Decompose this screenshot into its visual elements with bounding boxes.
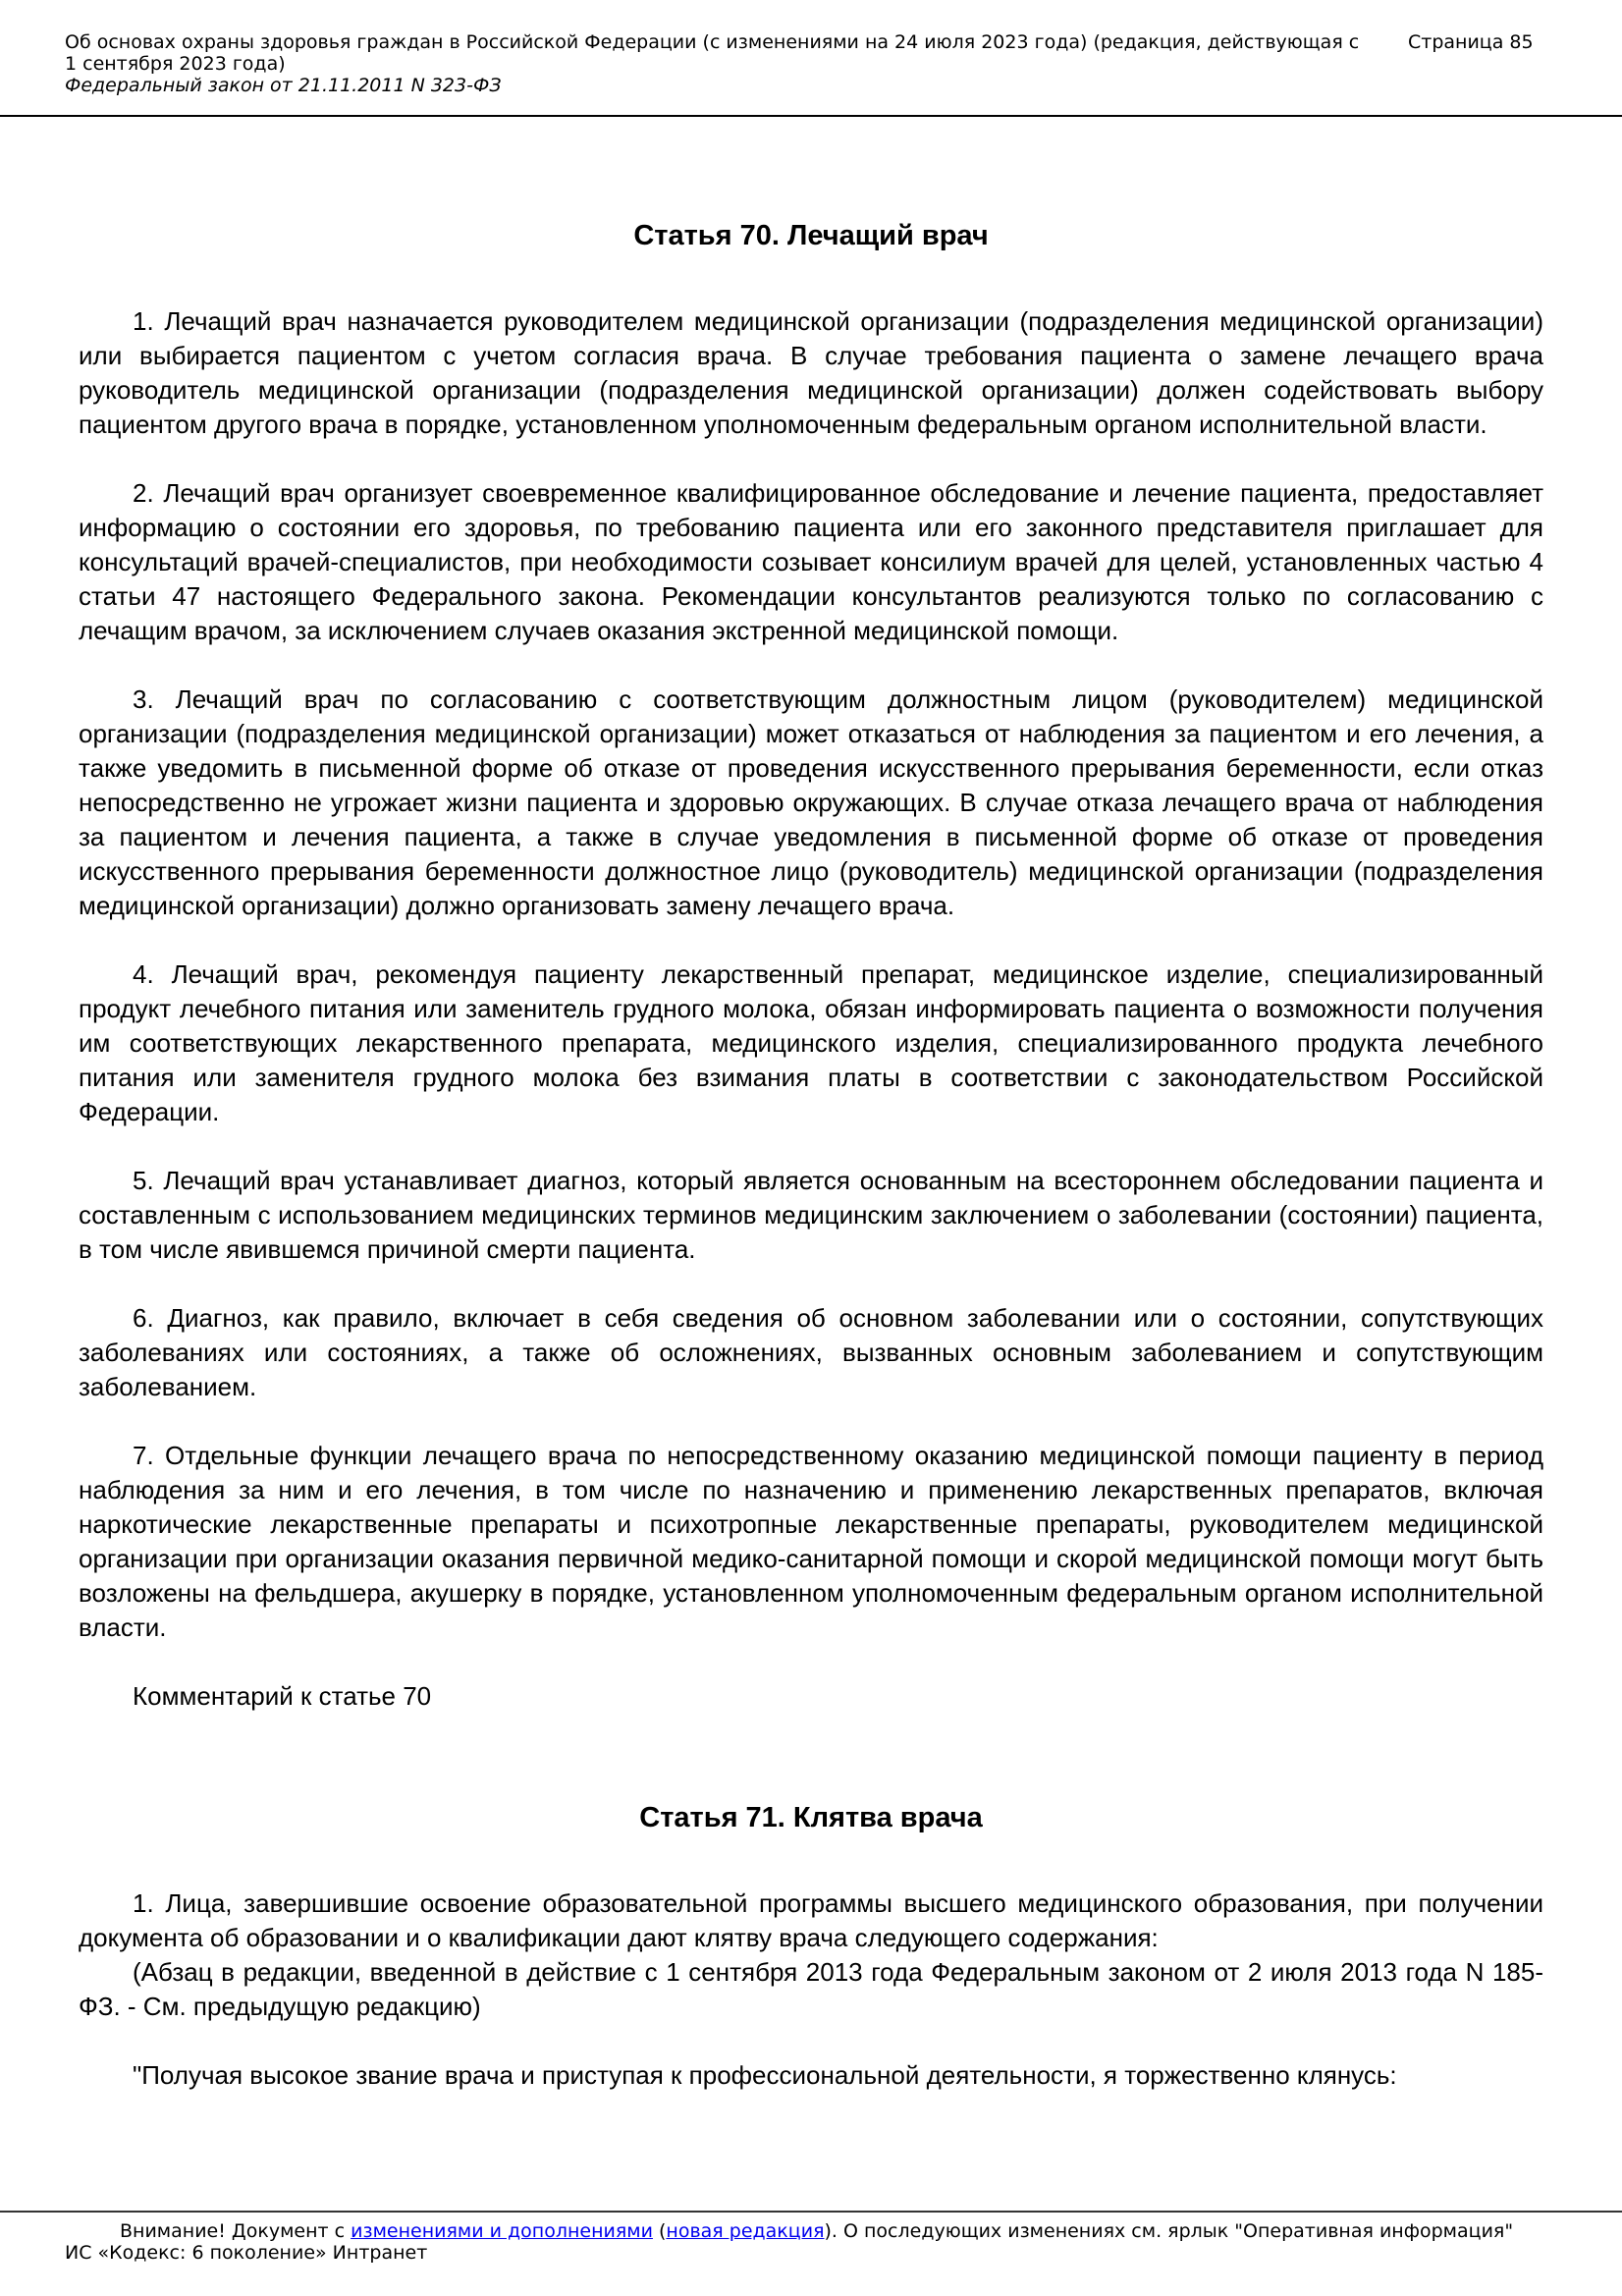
article-paragraph: 6. Диагноз, как правило, включает в себя сведения об основном заболевании или о состоянии, сопутствующих заболеваниях или состояниях, а также об осложнениях, вызванных основным заболеванием и сопутствующим заболеванием.: [79, 1303, 1543, 1401]
header-divider: [0, 115, 1622, 117]
article-comment-link[interactable]: Комментарий к статье 70: [133, 1681, 432, 1711]
page-footer: [65, 2220, 1577, 2264]
article-paragraph: 2. Лечащий врач организует своевременное квалифицированное обследование и лечение пациента, предоставляет информацию о состоянии его здоровья, по требованию пациента или его законного представителя приглашает для консультаций врачей-специалистов, при необходимости созывает консилиум врачей для целей, установленных частью 4 статьи 47 настоящего Федерального закона. Рекомендации консультантов реализуются только по согласованию с лечащим врачом, за исключением случаев оказания экстренной медицинской помощи.: [79, 478, 1543, 645]
footer-divider: [0, 2211, 1622, 2213]
article-title: Статья 70. Лечащий врач: [633, 220, 989, 251]
article-paragraph: 3. Лечащий врач по согласованию с соответствующим должностным лицом (руководителем) медицинской организации (подразделения медицинской организации) может отказаться от наблюдения за пациентом и его лечения, а также уведомить в письменной форме об отказе от проведения искусственного прерывания беременности, если отказ непосредственно не угрожает жизни пациента и здоровью окружающих. В случае отказа лечащего врача от наблюдения за пациентом и лечения пациента, а также в случае уведомления в письменной форме об отказе от проведения искусственного прерывания беременности должностное лицо (руководитель) медицинской организации (подразделения медицинской организации) должно организовать замену лечащего врача.: [79, 684, 1543, 920]
changes-link[interactable]: изменениями и дополнениями: [351, 2220, 653, 2242]
article-paragraph: 7. Отдельные функции лечащего врача по непосредственному оказанию медицинской помощи пациенту в период наблюдения за ним и его лечения, в том числе по назначению и применению лекарственных препаратов, включая наркотические лекарственные препараты и психотропные лекарственные препараты, руководителем медицинской организации при организации оказания первичной медико-санитарной помощи и скорой медицинской помощи могут быть возложены на фельдшера, акушерку в порядке, установленном уполномоченным федеральным органом исполнительной власти.: [79, 1441, 1543, 1642]
page-number: Страница 85: [1408, 31, 1534, 53]
system-label: ИС «Кодекс: 6 поколение» Интранет: [65, 2242, 428, 2264]
law-reference: Федеральный закон от 21.11.2011 N 323-ФЗ: [65, 75, 502, 96]
article-paragraph: 5. Лечащий врач устанавливает диагноз, который является основанным на всестороннем обследовании пациента и составленным с использованием медицинских терминов медицинским заключением о заболевании (состоянии) пациента, в том числе явившемся причиной смерти пациента.: [79, 1166, 1543, 1264]
changes-notice: Внимание! Документ с изменениями и дополнениями (новая редакция). О последующих изменениях см. ярлык "Оперативная информация": [120, 2220, 1514, 2242]
article-paragraph: 4. Лечащий врач, рекомендуя пациенту лекарственный препарат, медицинское изделие, специализированный продукт лечебного питания или заменитель грудного молока, обязан информировать пациента о возможности получения им соответствующих лекарственного препарата, медицинского изделия, специализированного продукта лечебного питания или заменителя грудного молока без взимания платы в соответствии с законодательством Российской Федерации.: [79, 959, 1543, 1126]
new-edition-link[interactable]: новая редакция: [666, 2220, 825, 2242]
document-title: Об основах охраны здоровья граждан в Российской Федерации (с изменениями на 24 июля 2023 года) (редакция, действующая с 1 сентября 2023 года): [65, 31, 1360, 75]
article-paragraph: 1. Лечащий врач назначается руководителем медицинской организации (подразделения медицинской организации) или выбирается пациентом с учетом согласия врача. В случае требования пациента о замене лечащего врача руководитель медицинской организации (подразделения медицинской организации) должен содействовать выбору пациентом другого врача в порядке, установленном уполномоченным федеральным органом исполнительной власти.: [79, 306, 1543, 439]
edition-note: (Абзац в редакции, введенной в действие с 1 сентября 2013 года Федеральным законом от 2 июля 2013 года N 185-ФЗ. - См. предыдущую редакцию): [79, 1957, 1543, 2021]
article-title: Статья 71. Клятва врача: [639, 1802, 983, 1833]
document-body: [79, 218, 1543, 2093]
article-paragraph: "Получая высокое звание врача и приступая к профессиональной деятельности, я торжественно клянусь:: [133, 2060, 1397, 2090]
article-paragraph: 1. Лица, завершившие освоение образовательной программы высшего медицинского образования, при получении документа об образовании и о квалификации дают клятву врача следующего содержания:: [79, 1888, 1543, 1952]
